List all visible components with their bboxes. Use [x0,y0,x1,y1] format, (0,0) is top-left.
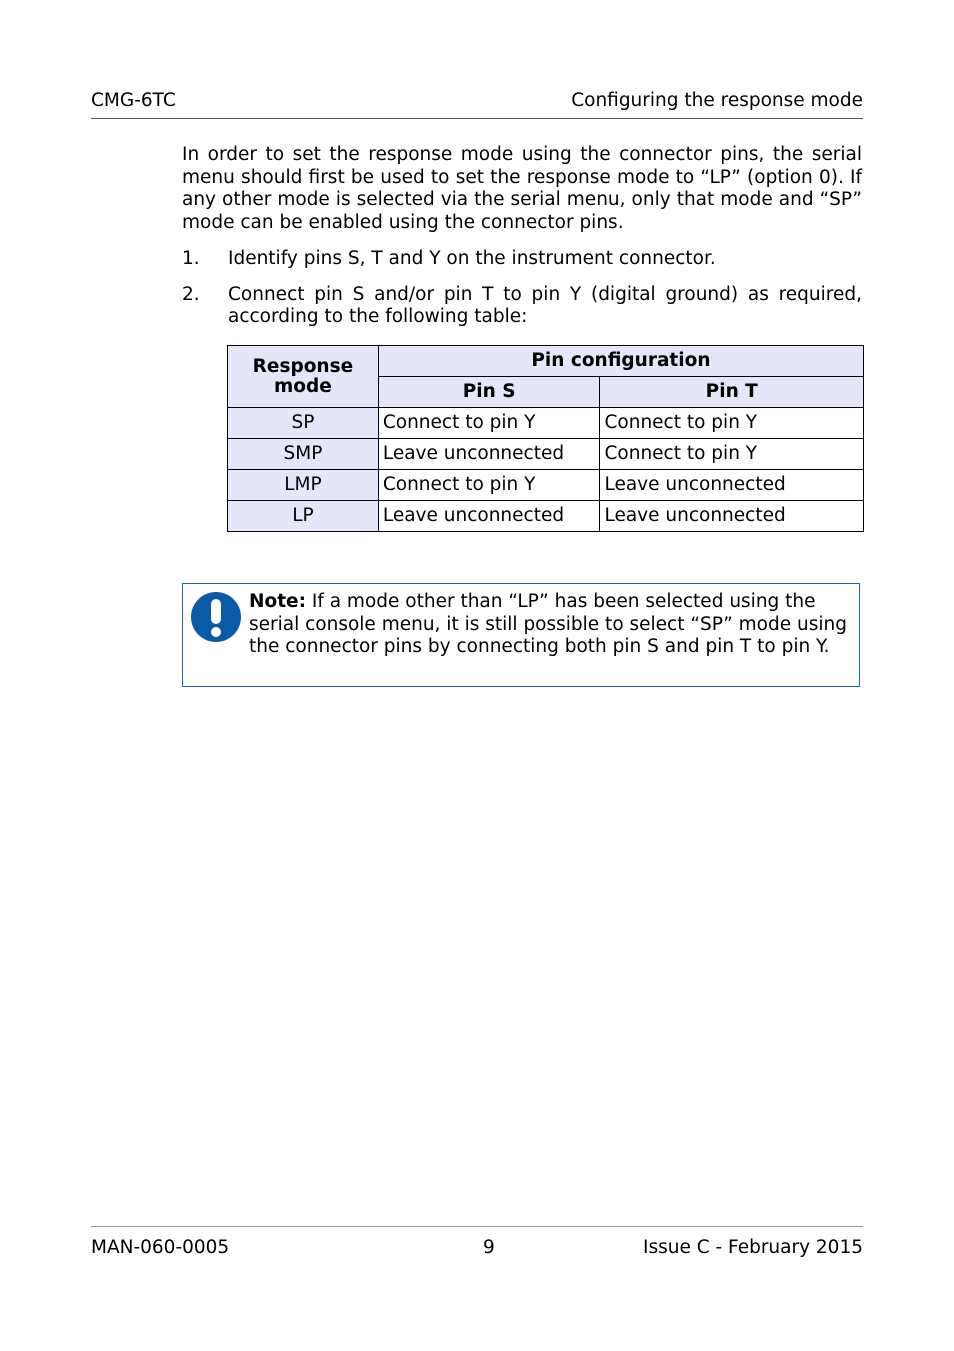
step-2 [182,284,862,329]
header-section-title: Configuring the response mode [571,90,863,111]
mode-cell: LP [228,501,379,532]
note-label: Note: [249,591,306,612]
step-2-text: Connect pin S and/or pin T to pin Y (digital ground) as required, according to the following table: [228,283,862,328]
pin-configuration-table [227,345,864,532]
pin-s-cell: Connect to pin Y [378,470,600,501]
note-body: If a mode other than “LP” has been selected using the serial console menu, it is still possible to select “SP” mode using the connector pins by connecting both pin S and pin T to pin Y. [249,591,847,657]
note-box [182,583,860,687]
mode-cell: LMP [228,470,379,501]
intro-paragraph: In order to set the response mode using the connector pins, the serial menu should first be used to set the response mode to “LP” (option 0). If any other mode is selected via the serial menu, only that mode and “SP” mode can be enabled using the connector pins. [182,144,862,234]
pin-s-cell: Connect to pin Y [378,408,600,439]
page-footer [91,1226,863,1257]
pin-t-cell: Leave unconnected [600,501,864,532]
header-pin-t: Pin T [600,377,864,408]
footer-document-number: MAN-060-0005 [91,1237,230,1258]
header-response-mode: Response mode [228,346,379,408]
pin-t-cell: Connect to pin Y [600,408,864,439]
table-row [228,439,864,470]
header-pin-configuration: Pin configuration [378,346,863,377]
pin-t-cell: Connect to pin Y [600,439,864,470]
footer-page-number: 9 [483,1237,495,1258]
step-1 [182,248,862,271]
step-1-number: 1. [182,247,200,269]
table-row [228,501,864,532]
pin-s-cell: Leave unconnected [378,501,600,532]
footer-issue: Issue C - February 2015 [642,1237,863,1258]
step-2-number: 2. [182,283,200,305]
header-document-id: CMG-6TC [91,90,176,111]
table-row [228,470,864,501]
pin-t-cell: Leave unconnected [600,470,864,501]
body-content [182,144,862,329]
step-1-text: Identify pins S, T and Y on the instrument connector. [228,247,716,269]
page-header [91,90,863,119]
table-row [228,408,864,439]
mode-cell: SMP [228,439,379,470]
mode-cell: SP [228,408,379,439]
header-pin-s: Pin S [378,377,600,408]
note-text [191,591,851,659]
pin-s-cell: Leave unconnected [378,439,600,470]
